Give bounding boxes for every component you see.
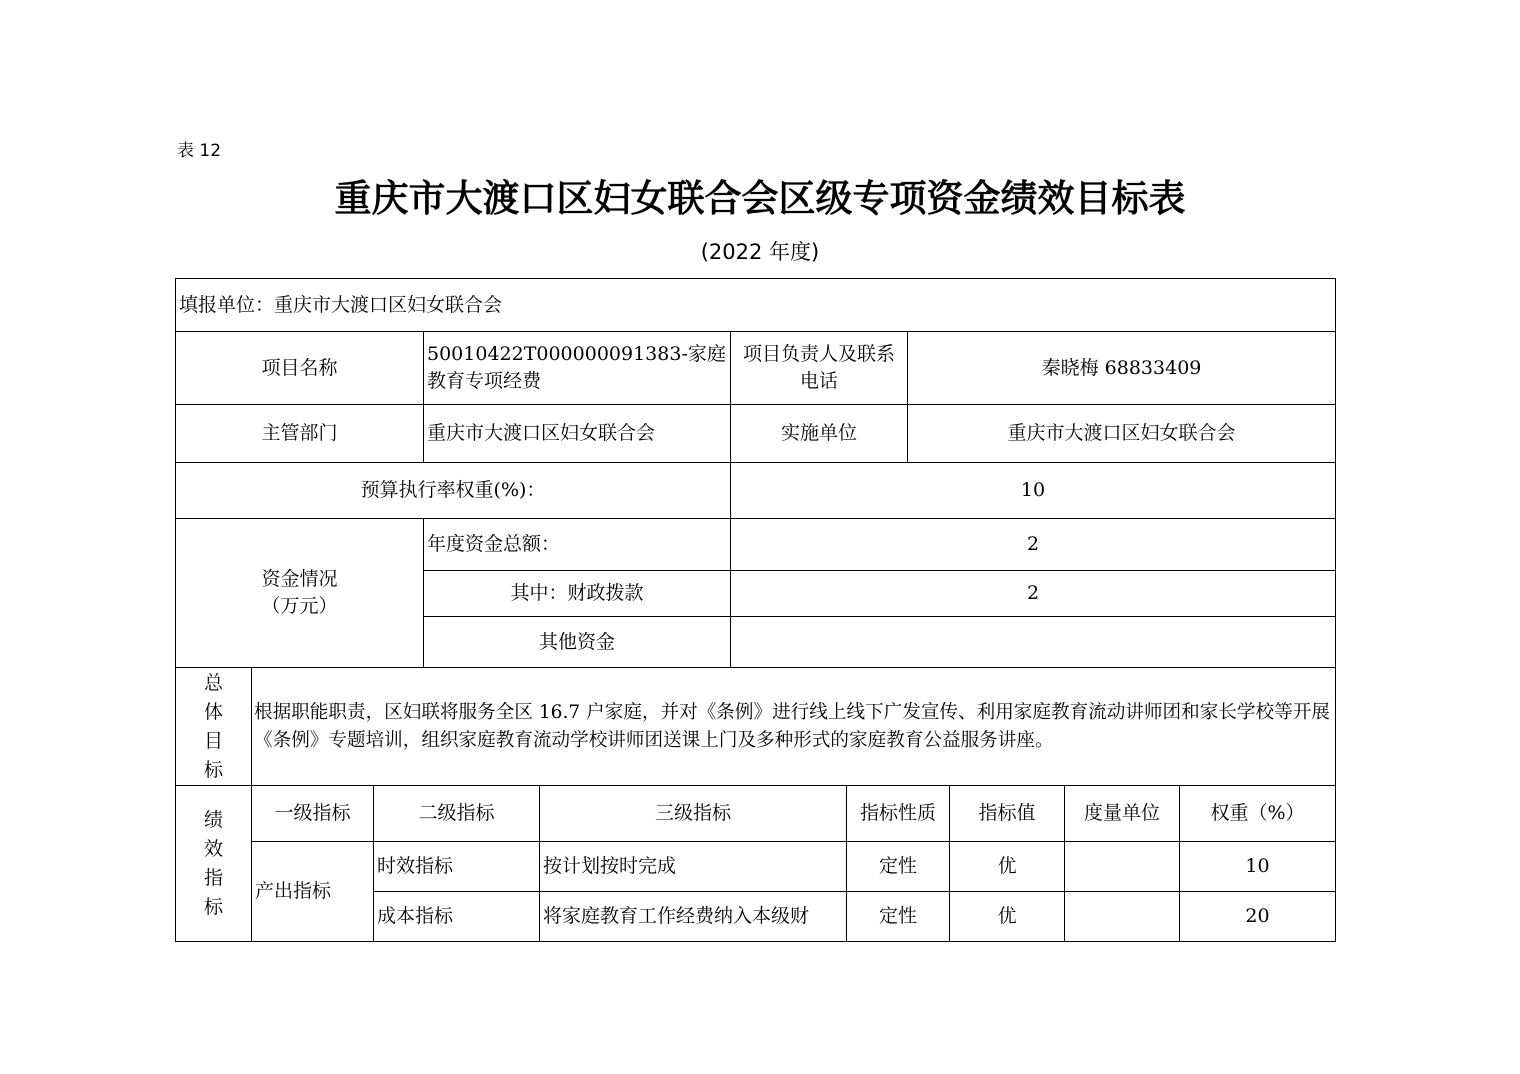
row2-nature: 定性 (878, 905, 917, 927)
header-level2: 二级指标 (418, 802, 495, 824)
perf-label: 绩效指标 (203, 808, 223, 918)
project-name-value: 50010422T000000091383-家庭教育专项经费 (427, 343, 726, 392)
perf-label-cell (176, 786, 251, 941)
row1-value: 优 (997, 855, 1017, 877)
row2-weight: 20 (1245, 905, 1270, 927)
goal-text: 根据职能职责，区妇联将服务全区 16.7 户家庭，并对《条例》进行线上线下广发宣传、利用家庭教育流动讲师团和家长学校等开展《条例》专题培训，组织家庭教育流动学校讲师团送课上门及多种形式的家庭教育公益服务讲座。 (254, 701, 1330, 751)
row1-weight: 10 (1245, 855, 1270, 877)
owner-value: 秦晓梅 68833409 (1041, 356, 1202, 379)
funds-label: 资金情况 （万元） (261, 568, 338, 617)
level1-output: 产出指标 (255, 880, 332, 902)
goal-label-cell (176, 668, 251, 785)
row1-level2: 时效指标 (377, 855, 454, 877)
row2-unit (1065, 892, 1179, 941)
filler-unit: 填报单位：重庆市大渡口区妇女联合会 (179, 293, 503, 316)
fiscal-value: 2 (1026, 582, 1040, 604)
fiscal-label: 其中：财政拨款 (510, 582, 644, 604)
dept-value: 重庆市大渡口区妇女联合会 (427, 422, 656, 444)
document-title: 重庆市大渡口区妇女联合会区级专项资金绩效目标表 (334, 177, 1186, 220)
budget-weight-label: 预算执行率权重(%)： (360, 479, 546, 501)
row2-value: 优 (997, 905, 1017, 927)
header-weight: 权重（%） (1210, 802, 1305, 824)
document-year: (2022 年度) (700, 240, 820, 264)
row1-level3: 按计划按时完成 (543, 855, 677, 877)
header-value: 指标值 (978, 802, 1036, 824)
header-unit: 度量单位 (1083, 802, 1160, 824)
annual-total-value: 2 (1026, 533, 1040, 555)
owner-label: 项目负责人及联系电话 (742, 343, 895, 392)
row2-level2: 成本指标 (377, 905, 454, 927)
goal-label: 总体目标 (203, 671, 223, 781)
header-level1: 一级指标 (274, 802, 351, 824)
other-funds-label: 其他资金 (538, 630, 615, 653)
dept-label: 主管部门 (261, 422, 338, 444)
row1-unit (1065, 842, 1179, 891)
other-funds-value (731, 617, 1335, 667)
header-level3: 三级指标 (654, 802, 731, 824)
table-number: 表 12 (177, 141, 222, 161)
row2-level3: 将家庭教育工作经费纳入本级财 (543, 905, 810, 927)
header-nature: 指标性质 (859, 802, 936, 824)
budget-weight-value: 10 (1020, 479, 1046, 501)
project-name-label: 项目名称 (261, 356, 338, 379)
impl-value: 重庆市大渡口区妇女联合会 (1007, 422, 1236, 444)
annual-total-label: 年度资金总额： (427, 533, 561, 555)
row1-nature: 定性 (878, 855, 917, 877)
impl-label: 实施单位 (780, 422, 857, 444)
